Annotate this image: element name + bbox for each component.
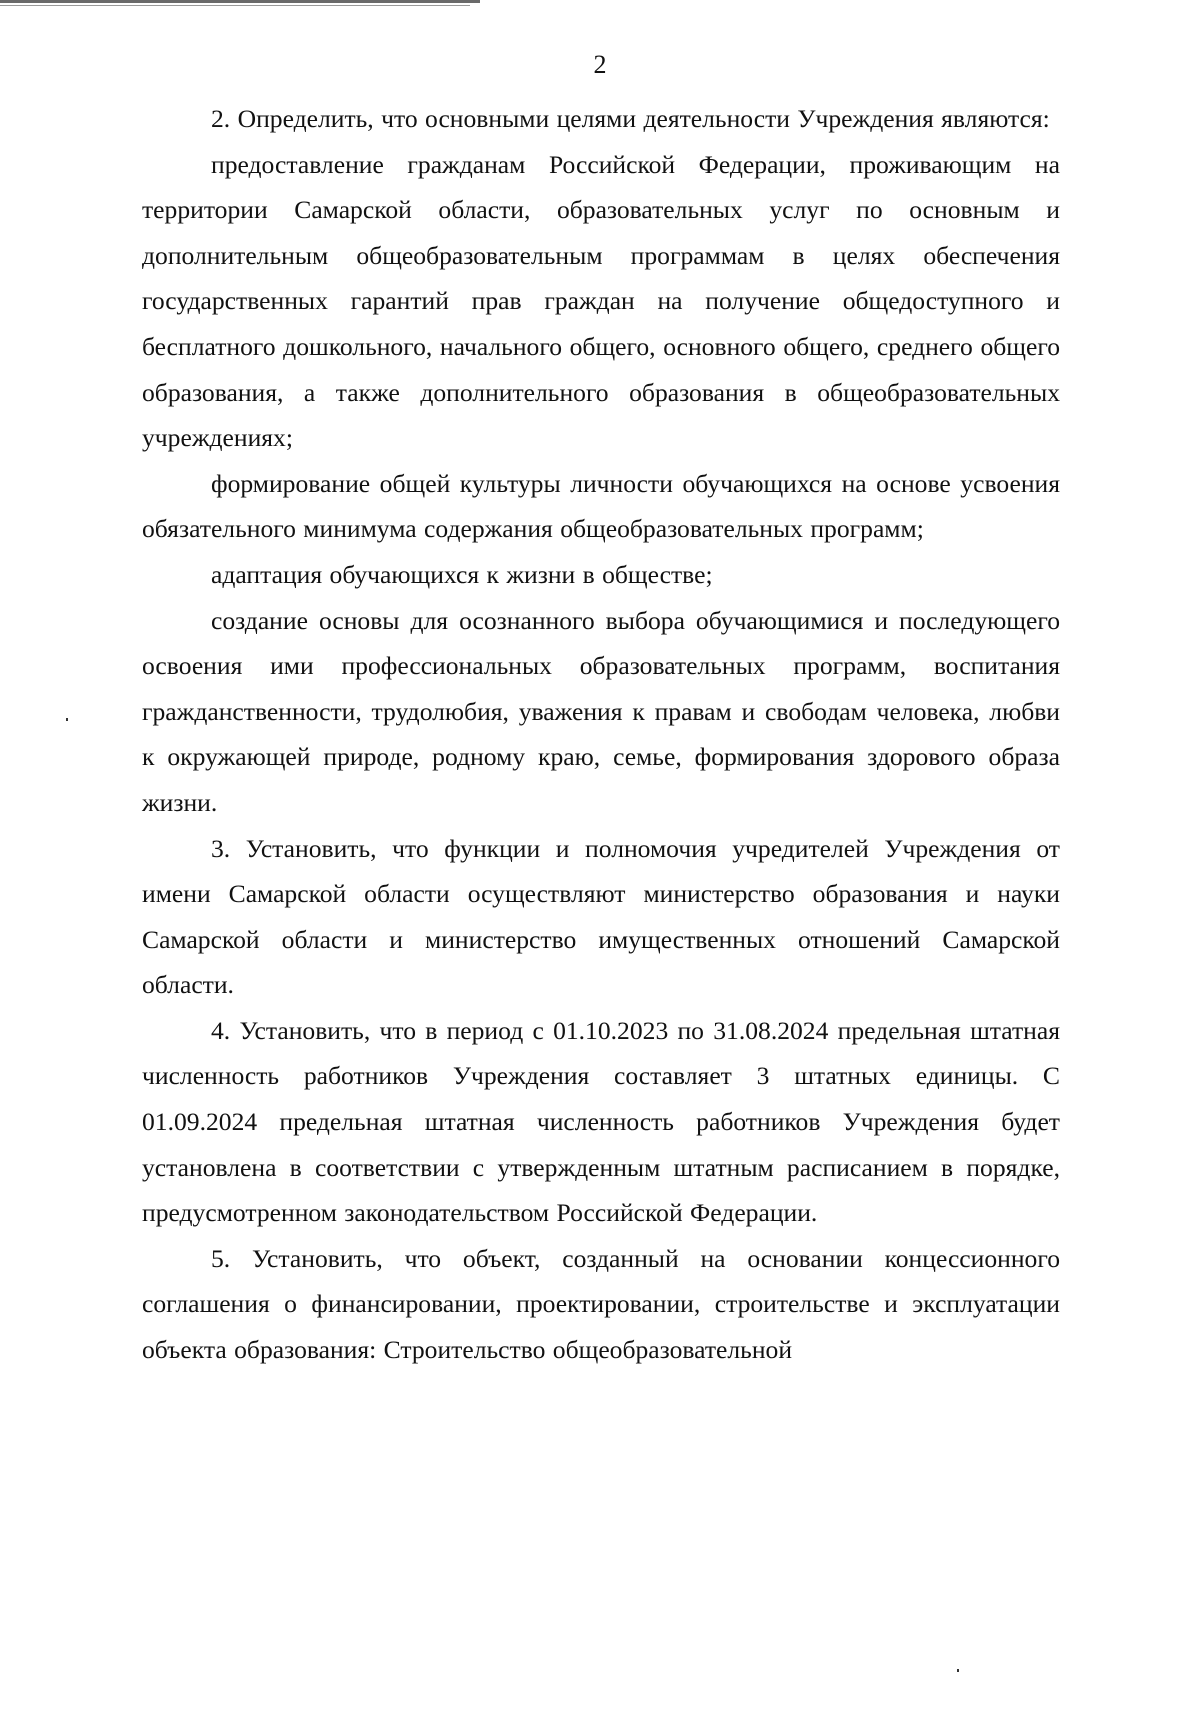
paragraph-clause-4: 4. Установить, что в период с 01.10.2023 по 31.08.2024 предельная штатная численность работников Учреждения составляет 3 штатных единицы. С 01.09.2024 предельная штатная численность работников Учреждения будет установлена в соответствии с утвержденным штатным расписанием в порядке, предусмотренном законодательством Российской Федерации. [142, 1015, 1060, 1228]
paragraph-goal-career-choice: создание основы для осознанного выбора обучающимися и последующего освоения ими профессиональных образовательных программ, воспитания гражданственности, трудолюбия, уважения к правам и свободам человека, любви к окружающей природе, родному краю, семье, формирования здорового образа жизни. [142, 605, 1060, 817]
paragraph-clause-5: 5. Установить, что объект, созданный на основании концессионного соглашения о финансировании, проектировании, строительстве и эксплуатации объекта образования: Строительство общеобразовательной [142, 1243, 1060, 1365]
paragraph-goal-culture: формирование общей культуры личности обучающихся на основе усвоения обязательного минимума содержания общеобразовательных программ; [142, 468, 1060, 544]
paragraph-clause-2: 2. Определить, что основными целями деятельности Учреждения являются: [211, 104, 1050, 133]
paragraph-clause-3: 3. Установить, что функции и полномочия учредителей Учреждения от имени Самарской области осуществляют министерство образования и науки Самарской области и министерство имущественных отношений Самарской области. [142, 833, 1060, 1000]
page-number: 2 [593, 50, 607, 79]
paragraph-goal-education-services: предоставление гражданам Российской Федерации, проживающим на территории Самарской области, образовательных услуг по основным и дополнительным общеобразовательным программам в целях обеспечения государственных гарантий прав граждан на получение общедоступного и бесплатного дошкольного, начального общего, основного общего, среднего общего образования, а также дополнительного образования в общеобразовательных учреждениях; [142, 149, 1060, 453]
paragraph-goal-adaptation: адаптация обучающихся к жизни в обществе; [211, 559, 713, 589]
scan-speck [66, 718, 68, 721]
document-body [142, 96, 1060, 1373]
scan-speck [957, 1669, 959, 1672]
scan-edge-mark [0, 0, 480, 3]
scan-edge-mark [0, 5, 470, 6]
